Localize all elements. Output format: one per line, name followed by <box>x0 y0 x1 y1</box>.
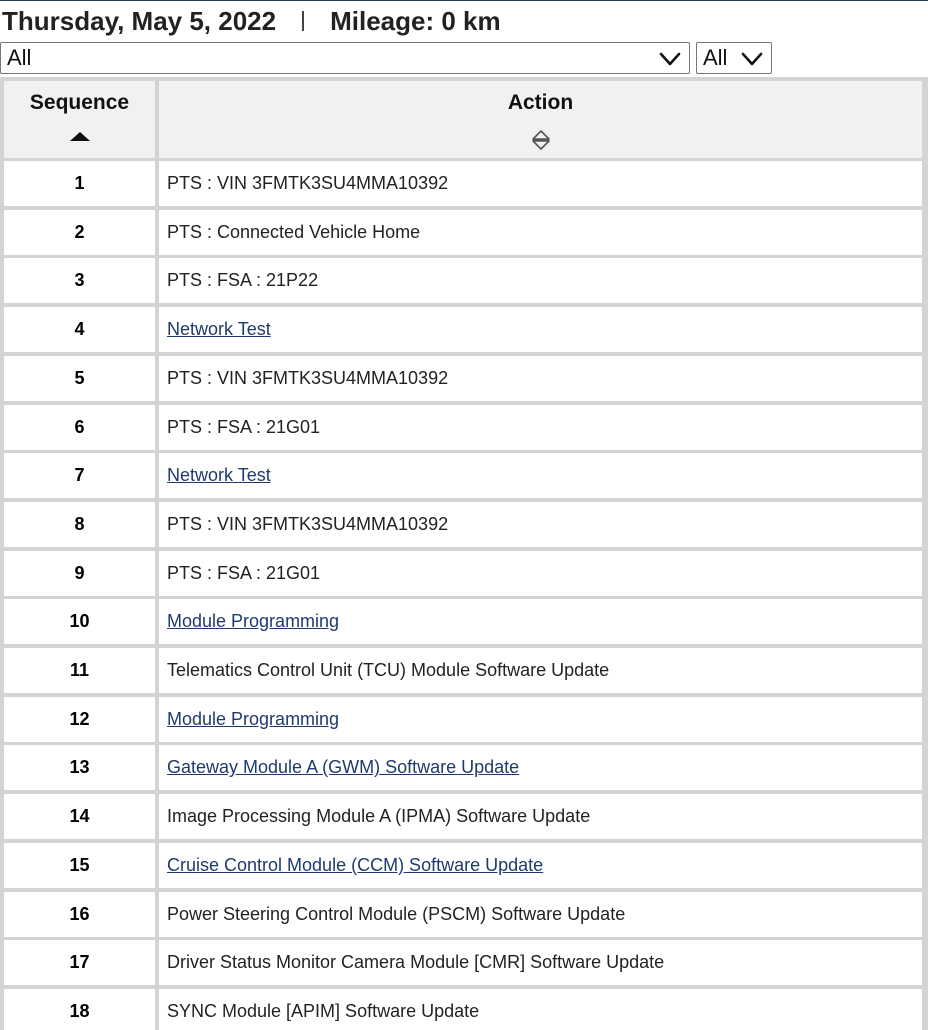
table-row <box>0 647 928 696</box>
sequence-cell: 2 <box>4 210 155 255</box>
action-link[interactable]: Gateway Module A (GWM) Software Update <box>167 757 520 778</box>
table-row <box>0 842 928 891</box>
sequence-cell: 17 <box>4 940 155 985</box>
table-row <box>0 160 928 209</box>
action-column-header[interactable] <box>159 81 922 158</box>
sequence-cell: 8 <box>4 502 155 547</box>
action-cell <box>159 161 922 206</box>
sort-up-icon <box>69 129 91 143</box>
table-row <box>0 891 928 940</box>
table-row <box>0 939 928 988</box>
action-cell <box>159 843 922 888</box>
action-text: SYNC Module [APIM] Software Update <box>167 1000 480 1021</box>
action-link[interactable]: Network Test <box>167 465 271 486</box>
type-filter-value: All <box>703 45 728 70</box>
action-text: PTS : FSA : 21P22 <box>167 270 319 291</box>
action-cell <box>159 307 922 352</box>
sequence-cell: 11 <box>4 648 155 693</box>
sequence-cell: 5 <box>4 356 155 401</box>
action-cell <box>159 356 922 401</box>
sequence-column-label: Sequence <box>29 91 130 114</box>
sequence-cell: 12 <box>4 697 155 742</box>
action-link[interactable]: Module Programming <box>167 611 340 632</box>
table-row <box>0 257 928 306</box>
action-cell <box>159 405 922 450</box>
table-header <box>0 77 928 160</box>
table-row <box>0 452 928 501</box>
filter-bar <box>0 42 928 76</box>
action-text: PTS : VIN 3FMTK3SU4MMA10392 <box>167 513 449 534</box>
header-mileage: Mileage: 0 km <box>330 5 501 36</box>
sequence-cell: 13 <box>4 745 155 790</box>
action-column-label: Action <box>507 91 574 114</box>
action-cell <box>159 551 922 596</box>
module-filter-select[interactable] <box>0 42 690 74</box>
sort-both-icon <box>530 129 552 153</box>
action-cell <box>159 210 922 255</box>
sequence-cell: 3 <box>4 258 155 303</box>
action-cell <box>159 697 922 742</box>
table-row <box>0 793 928 842</box>
table-row <box>0 209 928 258</box>
chevron-down-icon <box>659 48 681 70</box>
action-text: PTS : VIN 3FMTK3SU4MMA10392 <box>167 367 449 388</box>
type-filter-select[interactable] <box>696 42 772 74</box>
sequence-cell: 4 <box>4 307 155 352</box>
action-text: Image Processing Module A (IPMA) Software Update <box>167 806 591 827</box>
header-date: Thursday, May 5, 2022 <box>2 5 277 36</box>
action-cell <box>159 892 922 937</box>
action-cell <box>159 453 922 498</box>
sequence-column-header[interactable] <box>4 81 155 158</box>
action-cell <box>159 794 922 839</box>
action-text: Telematics Control Unit (TCU) Module Software Update <box>167 660 610 680</box>
table-row <box>0 988 928 1030</box>
table-row <box>0 501 928 550</box>
sequence-cell: 9 <box>4 551 155 596</box>
action-text: Driver Status Monitor Camera Module [CMR] Software Update <box>167 952 665 973</box>
sequence-cell: 10 <box>4 599 155 644</box>
action-link[interactable]: Module Programming <box>167 708 340 729</box>
action-text: PTS : FSA : 21G01 <box>167 416 321 437</box>
action-text: Power Steering Control Module (PSCM) Software Update <box>167 903 626 924</box>
action-cell <box>159 745 922 790</box>
header-separator <box>302 11 304 31</box>
chevron-down-icon <box>741 48 763 70</box>
table-row <box>0 306 928 355</box>
sequence-cell: 15 <box>4 843 155 888</box>
action-cell <box>159 502 922 547</box>
module-filter-value: All <box>7 45 32 70</box>
action-text: PTS : FSA : 21G01 <box>167 562 321 583</box>
action-cell <box>159 989 922 1030</box>
top-border <box>0 0 928 1</box>
sequence-cell: 7 <box>4 453 155 498</box>
action-link[interactable]: Network Test <box>167 319 271 340</box>
sequence-cell: 16 <box>4 892 155 937</box>
table-row <box>0 598 928 647</box>
sequence-cell: 14 <box>4 794 155 839</box>
session-log-table <box>0 77 928 1030</box>
action-cell <box>159 648 922 693</box>
sequence-cell: 18 <box>4 989 155 1030</box>
table-row <box>0 550 928 599</box>
action-cell <box>159 258 922 303</box>
page-header <box>2 4 501 38</box>
action-link[interactable]: Cruise Control Module (CCM) Software Update <box>167 854 544 875</box>
table-row <box>0 355 928 404</box>
sequence-cell: 6 <box>4 405 155 450</box>
action-cell <box>159 599 922 644</box>
table-row <box>0 696 928 745</box>
action-text: PTS : Connected Vehicle Home <box>167 221 421 242</box>
action-cell <box>159 940 922 985</box>
action-text: PTS : VIN 3FMTK3SU4MMA10392 <box>167 173 449 193</box>
sequence-cell: 1 <box>4 161 155 206</box>
table-row <box>0 404 928 453</box>
table-row <box>0 744 928 793</box>
